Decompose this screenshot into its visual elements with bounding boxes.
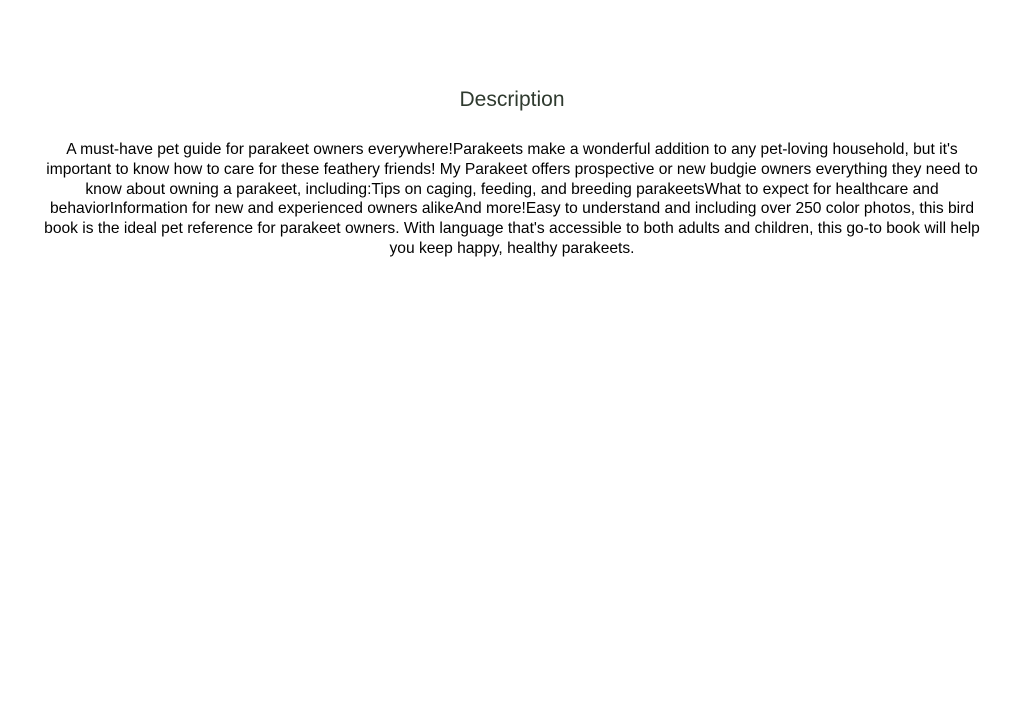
page-title: Description xyxy=(459,88,565,111)
description-text: A must-have pet guide for parakeet owners everywhere!Parakeets make a wonderful addition to any pet-loving household, but it's important to know how to care for these feathery friends! My Parakeet offers prospective or new budgie owners everything they need to know about owning a parakeet, including:Tips on caging, feeding, and breeding parakeetsWhat to expect for healthcare and behaviorInformation for new and experienced owners alikeAnd more!Easy to understand and including over 250 color photos, this bird book is the ideal pet reference for parakeet owners. With language that's accessible to both adults and children, this go-to book will help you keep happy, healthy parakeets. xyxy=(44,141,980,257)
